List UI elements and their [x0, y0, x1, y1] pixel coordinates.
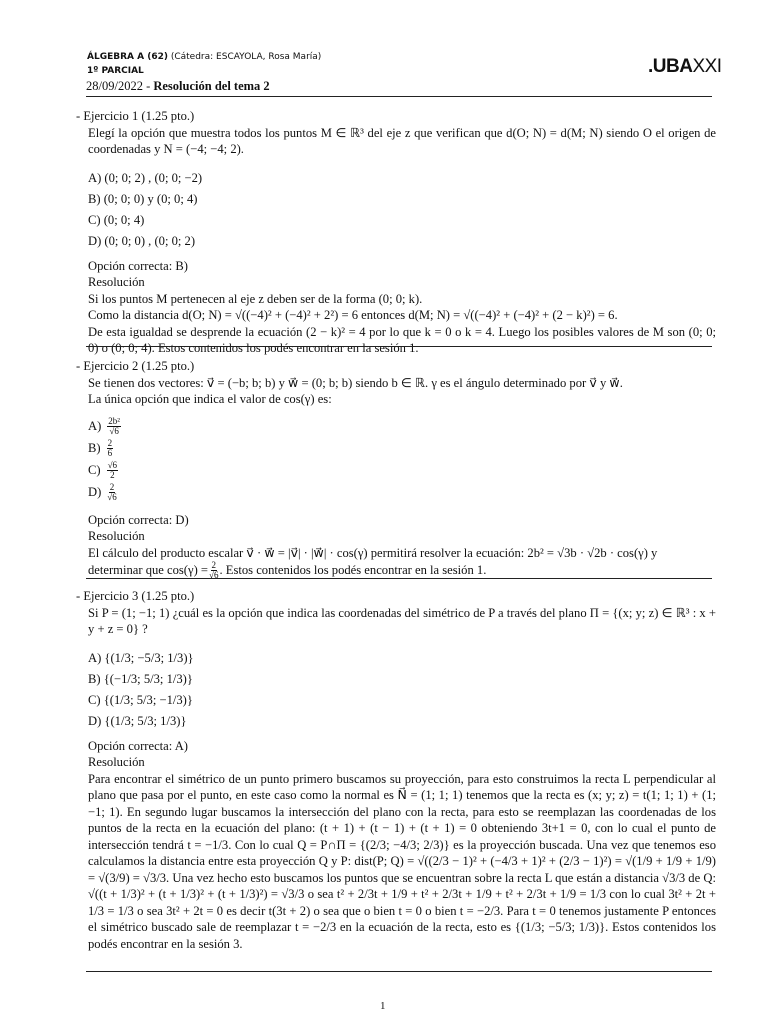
exercise-2-options [76, 416, 716, 504]
section-divider [86, 346, 712, 347]
option-d: D) {(1/3; 5/3; 1/3)} [88, 713, 187, 728]
exercise-3-title: - Ejercicio 3 (1.25 pto.) [76, 589, 195, 603]
option-c: C) (0; 0; 4) [88, 212, 145, 227]
page-title: 28/09/2022 - Resolución del tema 2 [86, 79, 270, 93]
exercise-3-statement: Si P = (1; −1; 1) ¿cuál es la opción que indica las coordenadas del simétrico de P a través del plano Π = {(x; y; z) ∈ ℝ³ : x + y + z = 0} ? [88, 605, 716, 636]
exercise-3-resolution-paragraph: Para encontrar el simétrico de un punto primero buscamos su proyección, para esto construimos la recta L perpendicular al plano que pasa por el punto, en este caso como la normal es N⃗ = (1; 1; 1) tenemos que la recta es (x; y; z) = t(1; 1; 1) + (1; −1; 1). En segundo lugar buscamos la intersección del plano con la recta, para esto se reemplazan las coordenadas de los puntos de la recta en la ecuación del plano: (t + 1) + (t − 1) + (t + 1) = 0 obteniendo 3t+1 = 0, con lo cual el punto de intersección tendrá t = −1/3. Con lo cual Q = P∩Π = {(2/3; −4/3; 2/3)} es la proyección buscada. Una vez que tenemos eso calculamos la distancia entre esta proyección Q y P: dist(P; Q) = √((2/3 − 1)² + (−4/3 + 1)² + (2/3 − 1)²) = √(1/9 + 1/9 + 1/9) = √(3/9) = √3/3. Una vez hecho esto buscamos los puntos que se encuentran sobre la recta L que están a distancia √3/3 de Q: [88, 771, 716, 885]
option-d: D) (0; 0; 0) , (0; 0; 2) [88, 233, 196, 248]
option-b: B) 2 6 [88, 438, 113, 458]
option-a: A) (0; 0; 2) , (0; 0; −2) [88, 170, 203, 185]
option-b: B) (0; 0; 0) y (0; 0; 4) [88, 191, 198, 206]
exercise-1-resolution-line: De esta igualdad se desprende la ecuación (2 − k)² = 4 por lo que k = 0 o k = 4. Luego los posibles valores de M son (0; 0; 0) o (0; 0; 4). Estos contenidos los podés encontrar en la sesión 1. [88, 324, 716, 355]
exercise-2-resolution-label: Resolución [88, 529, 145, 543]
header-divider [86, 96, 712, 97]
exercise-2-resolution-line: determinar que cos(γ) = $\frac{2}{√6}$ . Estos contenidos los podés encontrar en la sesión 1. [88, 560, 487, 580]
exercise-3-resolution-paragraph: √((t + 1/3)² + (t + 1/3)² + (t + 1/3)²) = √3/3 o sea t² + 2/3t + 1/9 + t² + 2/3t + 1/9 + t² + 2/3t + 1/9 = 1/3 con lo cual 3t² + 2t + 1/3 = 1/3 o sea 3t² + 2t = 0 es decir t(3t + 2) o sea que o bien t = 0 o bien t = −2/3. Para t = 0 tenemos justamente P entonces el simétrico buscado sale de reemplazar t = −2/3 en la ecuación de la recta, esto es {(1/3; −5/3; 1/3)}. Estos contenidos los podés encontrar en la sesión 3. [88, 887, 716, 951]
exercise-2-title: - Ejercicio 2 (1.25 pto.) [76, 359, 195, 373]
exercise-1-statement: Elegí la opción que muestra todos los puntos M ∈ ℝ³ del eje z que verifican que d(O; N) = d(M; N) siendo O el origen de coordenadas y N = (−4; −4; 2). [88, 125, 716, 156]
exercise-1-correct: Opción correcta: B) [88, 258, 189, 273]
exercise-3-options [76, 649, 716, 730]
exercise-2-correct: Opción correcta: D) [88, 512, 189, 527]
exercise-1-resolution-label: Resolución [88, 275, 145, 289]
exercise-2-resolution-line: El cálculo del producto escalar v⃗ · w⃗ = |v⃗| · |w⃗| · cos(γ) permitirá resolver la ecuación: 2b² = √3b · √2b · cos(γ) y [88, 545, 658, 560]
uba-xxi-logo: .UBAXXI [648, 56, 722, 77]
exercise-1 [76, 108, 716, 357]
section-divider [86, 971, 712, 972]
exercise-1-resolution-line: Como la distancia d(O; N) = √((−4)² + (−4)² + 2²) = 6 entonces d(M; N) = √((−4)² + (−4)² + (2 − k)²) = 6. [88, 308, 618, 322]
option-c: C) √6 2 [88, 460, 118, 480]
exercise-2-statement: Se tienen dos vectores: v⃗ = (−b; b; b) y w⃗ = (0; b; b) siendo b ∈ ℝ. γ es el ángulo determinado por v⃗ y w⃗. [88, 375, 623, 390]
exercise-3-correct: Opción correcta: A) [88, 738, 189, 753]
exercise-1-title: - Ejercicio 1 (1.25 pto.) [76, 109, 195, 123]
option-d: D) 2 √6 [88, 482, 117, 502]
exercise-1-options [76, 169, 716, 250]
exercise-3-resolution-label: Resolución [88, 755, 145, 769]
exam-label: 1º PARCIAL [87, 66, 144, 76]
course-name: ÁLGEBRA A (62) (Cátedra: ESCAYOLA, Rosa María) [87, 52, 322, 62]
page-number: 1 [380, 1000, 386, 1012]
option-b: B) {(−1/3; 5/3; 1/3)} [88, 671, 193, 686]
exercise-1-resolution-line: Si los puntos M pertenecen al eje z deben ser de la forma (0; 0; k). [88, 291, 423, 306]
exercise-2 [76, 358, 716, 580]
option-a: A) 2b² √6 [88, 416, 120, 436]
section-divider [86, 578, 712, 579]
option-c: C) {(1/3; 5/3; −1/3)} [88, 692, 193, 707]
exercise-3 [76, 588, 716, 952]
option-a: A) {(1/3; −5/3; 1/3)} [88, 650, 194, 665]
exercise-2-question: La única opción que indica el valor de cos(γ) es: [88, 392, 332, 406]
